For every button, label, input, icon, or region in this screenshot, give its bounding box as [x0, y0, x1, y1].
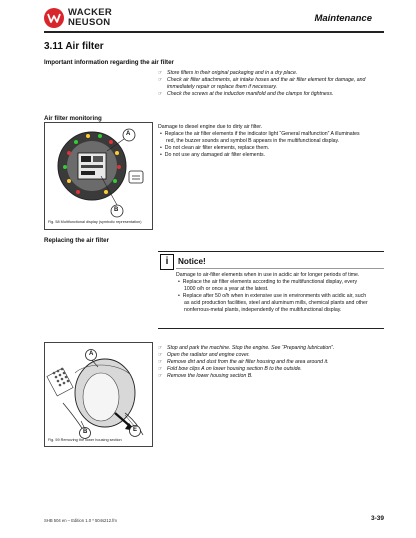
- replacing-heading: Replacing the air filter: [44, 237, 109, 244]
- list-item: • Replace the air filter elements according to the multifunctional display, every 1000 o/h or once a year at the latest.: [178, 279, 358, 293]
- brand-logo: [44, 8, 164, 30]
- notice-rule-bottom: [158, 328, 384, 329]
- callout-label-e: E: [133, 427, 138, 433]
- figure-caption: Fig. 58 Multifunctional display (symbolic representation): [48, 220, 142, 224]
- arrow-icon: ☞: [158, 77, 163, 84]
- section-title: 3.11 Air filter: [44, 41, 104, 52]
- notice-body: [176, 272, 388, 315]
- list-item: ☞ Stop and park the machine. Stop the engine. See “Preparing lubrication”.: [158, 345, 335, 351]
- figure-caption: Fig. 59 Removing the lower housing section: [48, 438, 122, 442]
- figure-multifunctional-display: [44, 122, 153, 230]
- monitoring-heading: Air filter monitoring: [44, 115, 102, 122]
- list-item: ☞ Store filters in their original packaging and in a dry place.: [158, 70, 298, 76]
- arrow-icon: ☞: [158, 352, 163, 359]
- notice-intro: Damage to air-filter elements when in use in acidic air for longer periods of time.: [176, 272, 360, 278]
- header-rule: [44, 31, 384, 33]
- list-item: ☞ Open the radiator and engine cover.: [158, 352, 250, 359]
- steps-list: [158, 345, 388, 380]
- list-item: ☞ Remove the lower housing section B.: [158, 373, 253, 380]
- list-item: • Replace after 50 o/h when in extensive use in environments with acidic air, such as acid production facilities, steel and aluminum mills, chemical plants and other nonferrous-metal plants, independently of the multifunctional display.: [178, 293, 368, 314]
- callout-label-b: B: [114, 207, 119, 213]
- list-item: ☞ Fold bow clips A on lower housing section B to the outside.: [158, 366, 302, 373]
- callout-label-a: A: [126, 131, 131, 137]
- monitoring-intro: Damage to diesel engine due to dirty air filter.: [158, 124, 263, 130]
- notice-rule-top: [158, 251, 384, 252]
- callout-label-a: A: [89, 351, 94, 357]
- brand-name: WACKER NEUSON: [68, 7, 113, 28]
- info-icon: i: [160, 254, 174, 270]
- notice-title: Notice!: [178, 257, 206, 266]
- notice-divider: [176, 268, 384, 269]
- arrow-icon: ☞: [158, 345, 163, 351]
- callout-label-b: B: [83, 429, 88, 435]
- important-list: [158, 70, 388, 98]
- page-number: 3-39: [370, 515, 384, 522]
- arrow-icon: ☞: [158, 359, 163, 366]
- monitoring-text: [158, 124, 388, 159]
- list-item: • Do not use any damaged air filter elements.: [160, 152, 266, 159]
- arrow-icon: ☞: [158, 70, 163, 76]
- w-logo-icon: [47, 11, 61, 25]
- list-item: • Replace the air filter elements if the indicator light “General malfunction” A illuminates red, the buzzer sounds and symbol B appears in the multifunctional display.: [160, 131, 360, 145]
- footer-document-id: SHB 504 en – Edition 1.0 * 504s212.fm: [44, 518, 117, 523]
- figure-lower-housing: [44, 342, 153, 447]
- display-illustration: [45, 123, 152, 229]
- list-item: ☞ Remove dirt and dust from the air filter housing and the area around it.: [158, 359, 329, 366]
- arrow-icon: ☞: [158, 373, 163, 380]
- list-item: • Do not clean air filter elements, replace them.: [160, 145, 270, 152]
- chapter-title: Maintenance: [314, 13, 372, 24]
- arrow-icon: ☞: [158, 91, 163, 98]
- brand-logo-mark: [44, 8, 64, 28]
- important-heading: Important information regarding the air filter: [44, 59, 174, 66]
- list-item: ☞ Check the screws at the induction manifold and the clamps for tightness.: [158, 91, 334, 98]
- list-item: ☞ Check air filter attachments, air intake hoses and the air filter element for damage, and: [158, 77, 366, 84]
- arrow-icon: ☞: [158, 366, 163, 373]
- list-item: immediately repair or replace them if necessary.: [167, 84, 278, 91]
